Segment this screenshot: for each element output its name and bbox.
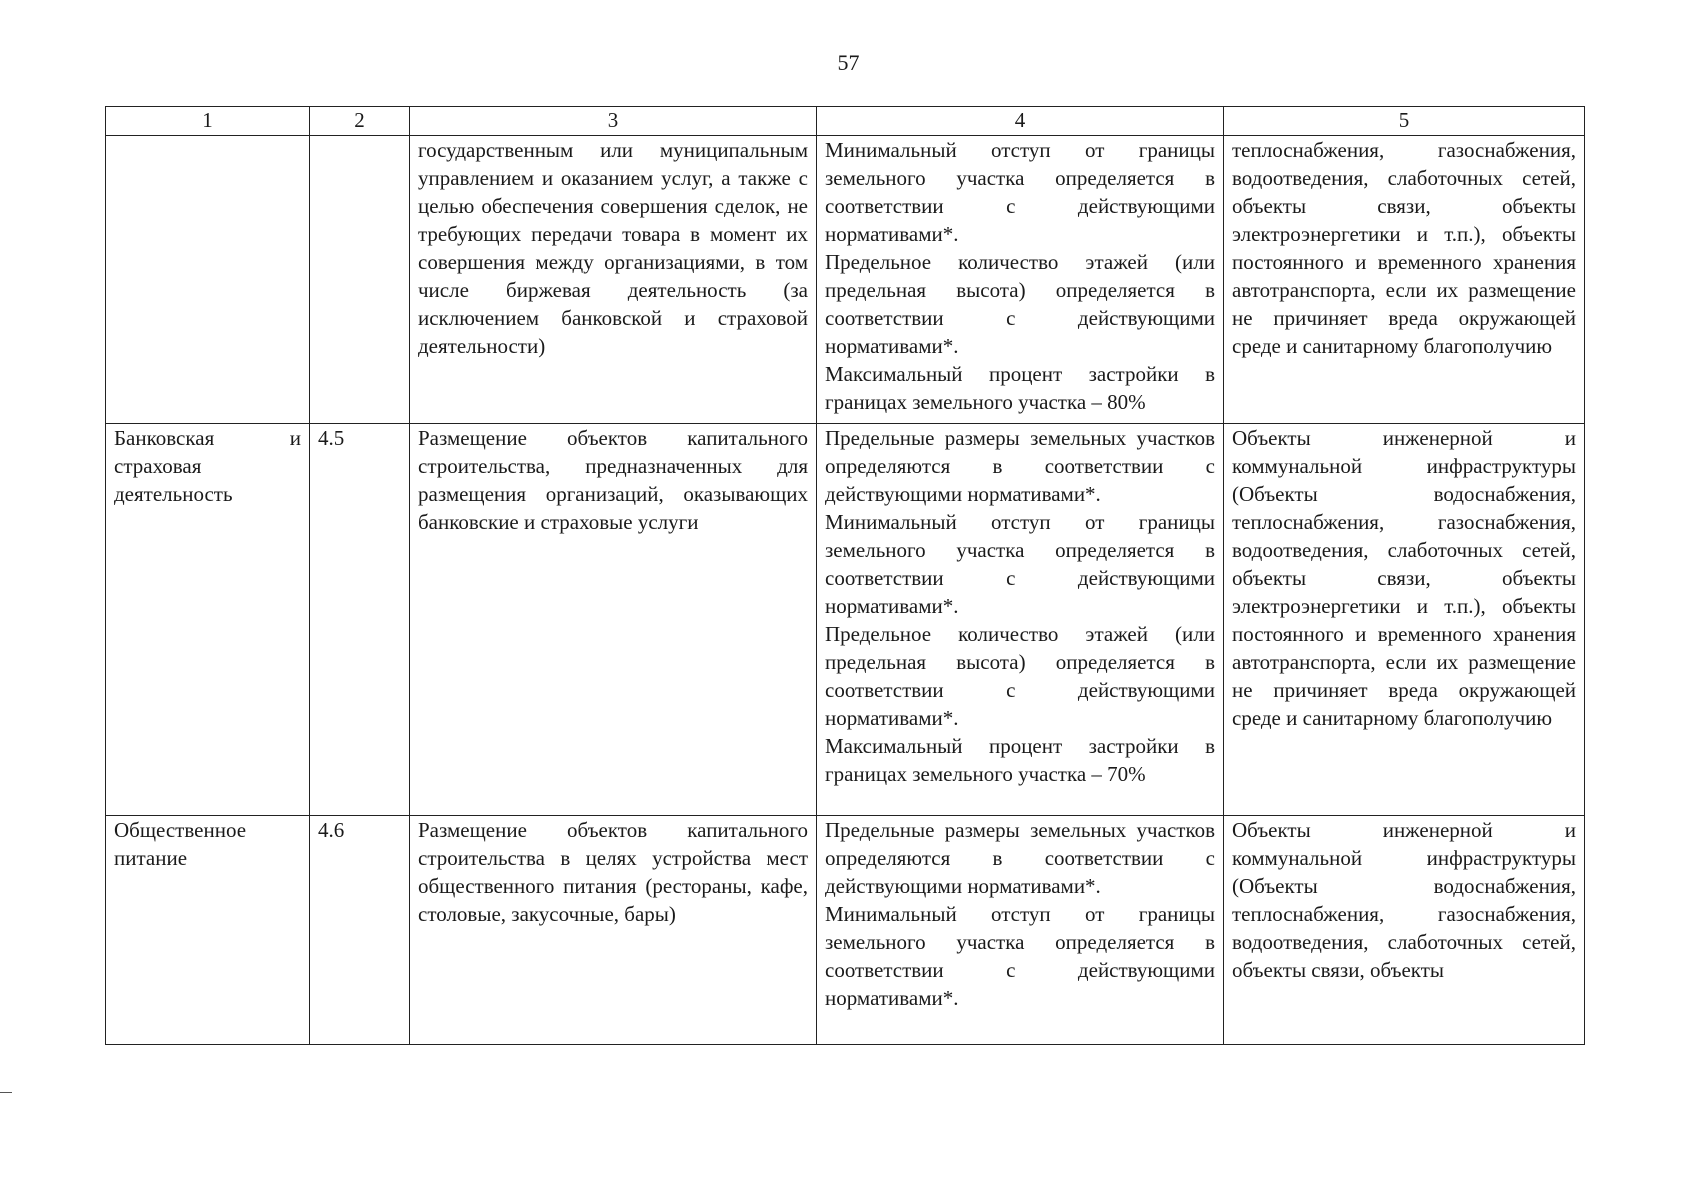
use-name-cell: [106, 424, 310, 816]
use-description-cell: [410, 136, 817, 424]
header-col-5: 5: [1224, 107, 1585, 136]
parameter-item: Максимальный процент застройки в границах земельного участка – 80%: [825, 362, 1215, 414]
header-col-1: 1: [106, 107, 310, 136]
parameter-item: Предельные размеры земельных участков определяются в соответствии с действующими нормативами*.: [825, 818, 1215, 898]
parameter-item: Предельные размеры земельных участков определяются в соответствии с действующими нормативами*.: [825, 426, 1215, 506]
use-name: Общественное питание: [114, 818, 247, 870]
parameter-item: Предельное количество этажей (или предельная высота) определяется в соответствии с действующими нормативами*.: [825, 622, 1215, 730]
zoning-table: [105, 106, 1585, 1045]
auxiliary-uses-cell: [1224, 424, 1585, 816]
use-description-cell: [410, 816, 817, 1045]
margin-mark: [0, 1092, 12, 1093]
auxiliary-uses: теплоснабжения, газоснабжения, водоотведения, слаботочных сетей, объекты связи, объекты электроэнергетики и т.п.), объекты постоянного и временного хранения автотранспорта, если их размещение не причиняет вреда окружающей среде и санитарному благополучию: [1232, 138, 1576, 358]
table-row: [106, 136, 1585, 424]
use-code-cell: [310, 424, 410, 816]
use-description: Размещение объектов капитального строительства в целях устройства мест общественного питания (рестораны, кафе, столовые, закусочные, бары): [418, 818, 808, 926]
use-description: Размещение объектов капитального строительства, предназначенных для размещения организаций, оказывающих банковские и страховые услуги: [418, 426, 808, 534]
parameter-item: Минимальный отступ от границы земельного участка определяется в соответствии с действующими нормативами*.: [825, 138, 1215, 246]
auxiliary-uses: Объекты инженерной и коммунальной инфраструктуры (Объекты водоснабжения, теплоснабжения, газоснабжения, водоотведения, слаботочных сетей, объекты связи, объекты электроэнергетики и т.п.), объекты постоянного и временного хранения автотранспорта, если их размещение не причиняет вреда окружающей среде и санитарному благополучию: [1232, 426, 1576, 730]
header-col-2: 2: [310, 107, 410, 136]
header-col-4: 4: [817, 107, 1224, 136]
use-name: Банковская и страховая деятельность: [114, 426, 301, 506]
parameter-item: Минимальный отступ от границы земельного участка определяется в соответствии с действующими нормативами*.: [825, 902, 1215, 1010]
auxiliary-uses-cell: [1224, 136, 1585, 424]
use-description-cell: [410, 424, 817, 816]
auxiliary-uses: Объекты инженерной и коммунальной инфраструктуры (Объекты водоснабжения, теплоснабжения, газоснабжения, водоотведения, слаботочных сетей, объекты связи, объекты: [1232, 818, 1576, 982]
use-code: 4.5: [318, 426, 345, 450]
use-code-cell: [310, 136, 410, 424]
parameter-item: Предельное количество этажей (или предельная высота) определяется в соответствии с действующими нормативами*.: [825, 250, 1215, 358]
table-header: [106, 107, 1585, 136]
use-code-cell: [310, 816, 410, 1045]
use-name-cell: [106, 816, 310, 1045]
table-row: [106, 424, 1585, 816]
page-number: 57: [837, 50, 860, 75]
header-row: [106, 107, 1585, 136]
use-name-cell: [106, 136, 310, 424]
use-code: 4.6: [318, 818, 345, 842]
use-description: государственным или муниципальным управлением и оказанием услуг, а также с целью обеспечения совершения сделок, не требующих передачи товара в момент их совершения между организациями, в том числе биржевая деятельность (за исключением банковской и страховой деятельности): [418, 138, 808, 358]
parameters-cell: [817, 424, 1224, 816]
parameter-item: Минимальный отступ от границы земельного участка определяется в соответствии с действующими нормативами*.: [825, 510, 1215, 618]
auxiliary-uses-cell: [1224, 816, 1585, 1045]
parameters-cell: [817, 136, 1224, 424]
table-row: [106, 816, 1585, 1045]
header-col-3: 3: [410, 107, 817, 136]
parameter-item: Максимальный процент застройки в границах земельного участка – 70%: [825, 734, 1215, 786]
parameters-cell: [817, 816, 1224, 1045]
